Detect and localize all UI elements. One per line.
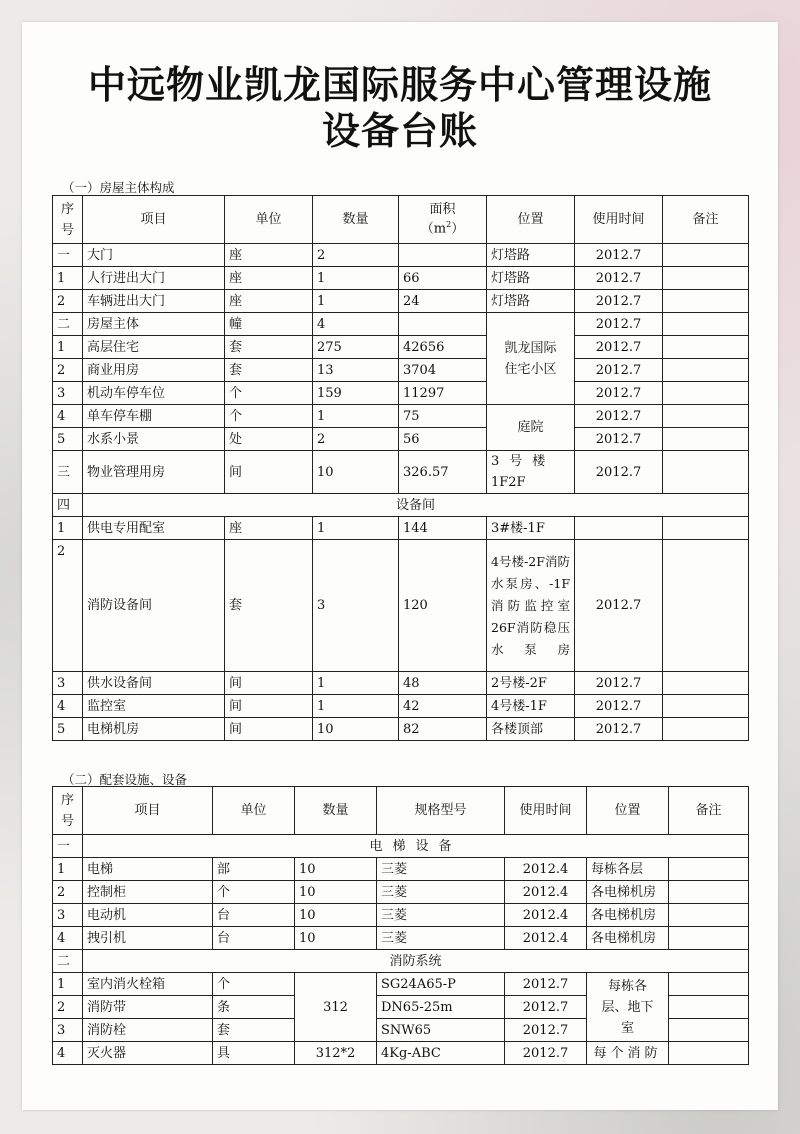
location-cell: 每栋各 层、地下 室 (587, 973, 669, 1042)
table-row: 二 房屋主体 幢 4 凯龙国际 住宅小区 2012.7 (53, 313, 749, 336)
table-header-row (53, 196, 749, 244)
table-row: 2 车辆进出大门 座 1 24 灯塔路 2012.7 (53, 290, 749, 313)
header-cell: 备注 (663, 196, 749, 244)
location-cell: 庭院 (487, 405, 575, 451)
quantity-merged-cell: 312 (295, 973, 377, 1042)
table-row: 3 机动车停车位 个 159 11297 2012.7 (53, 382, 749, 405)
section-1-label: （一）房屋主体构成 (62, 180, 175, 195)
header-cell: 使用时间 (505, 787, 587, 835)
header-cell: 序号 (53, 787, 83, 835)
table-facilities (52, 786, 749, 1065)
header-cell: 位置 (587, 787, 669, 835)
document-page (22, 22, 778, 1110)
location-cell: 4号楼-2F消防水泵房、-1F消防监控室26F消防稳压水泵房 (487, 540, 575, 672)
table-row: 一 大门 座 2 灯塔路 2012.7 (53, 244, 749, 267)
table-group-row: 二 消防系统 (53, 950, 749, 973)
header-cell: 数量 (313, 196, 399, 244)
table-row: 2 消防带 条 DN65-25m 2012.7 (53, 996, 749, 1019)
table-row: 4 单车停车棚 个 1 75 庭院 2012.7 (53, 405, 749, 428)
header-cell: 单位 (225, 196, 313, 244)
table-row: 三 物业管理用房 间 10 326.57 3号楼 1F2F 2012.7 (53, 451, 749, 494)
header-cell: 数量 (295, 787, 377, 835)
table-row: 1 室内消火栓箱 个 312 SG24A65-P 2012.7 每栋各 层、地下 室 (53, 973, 749, 996)
group-title: 消防系统 (83, 950, 749, 973)
group-title: 设备间 (83, 494, 749, 517)
table-row: 3 消防栓 套 SNW65 2012.7 (53, 1019, 749, 1042)
header-cell: 项目 (83, 787, 213, 835)
table-housing (52, 195, 749, 741)
title-line-2: 设备台账 (321, 109, 478, 153)
group-title: 电梯设备 (83, 835, 749, 858)
header-cell: 位置 (487, 196, 575, 244)
header-cell: 规格型号 (377, 787, 505, 835)
table-group-row: 一 电梯设备 (53, 835, 749, 858)
table-row: 2 商业用房 套 13 3704 2012.7 (53, 359, 749, 382)
section-2-label: （二）配套设施、设备 (62, 772, 188, 787)
table-row: 1 供电专用配室 座 1 144 3#楼-1F (53, 517, 749, 540)
header-cell: 备注 (669, 787, 749, 835)
table-row: 2 消防设备间 套 3 120 4号楼-2F消防水泵房、-1F消防监控室26F消防稳压水泵房 2012.7 (53, 540, 749, 672)
table-row: 3 电动机 台 10 三菱 2012.4 各电梯机房 (53, 904, 749, 927)
header-cell: 面积 $(m^2)$ (399, 196, 487, 244)
page-title (22, 62, 778, 154)
table-row: 2 控制柜 个 10 三菱 2012.4 各电梯机房 (53, 881, 749, 904)
location-cell: 3号楼 1F2F (487, 451, 575, 494)
location-cell: 凯龙国际 住宅小区 (487, 313, 575, 405)
title-line-1: 中远物业凯龙国际服务中心管理设施 (87, 63, 712, 107)
table-row: 1 高层住宅 套 275 42656 2012.7 (53, 336, 749, 359)
table-row: 4 拽引机 台 10 三菱 2012.4 各电梯机房 (53, 927, 749, 950)
table-group-row: 四 设备间 (53, 494, 749, 517)
table-row: 3 供水设备间 间 1 48 2号楼-2F 2012.7 (53, 672, 749, 695)
header-cell: 使用时间 (575, 196, 663, 244)
header-cell: 项目 (83, 196, 225, 244)
table-row: 1 人行进出大门 座 1 66 灯塔路 2012.7 (53, 267, 749, 290)
header-cell: 单位 (213, 787, 295, 835)
table-header-row (53, 787, 749, 835)
table-row: 5 水系小景 处 2 56 2012.7 (53, 428, 749, 451)
header-cell: 序号 (53, 196, 83, 244)
table-row: 1 电梯 部 10 三菱 2012.4 每栋各层 (53, 858, 749, 881)
table-row: 4 监控室 间 1 42 4号楼-1F 2012.7 (53, 695, 749, 718)
table-row: 5 电梯机房 间 10 82 各楼顶部 2012.7 (53, 718, 749, 741)
table-row: 4 灭火器 具 312*2 4Kg-ABC 2012.7 每个消防 (53, 1042, 749, 1065)
